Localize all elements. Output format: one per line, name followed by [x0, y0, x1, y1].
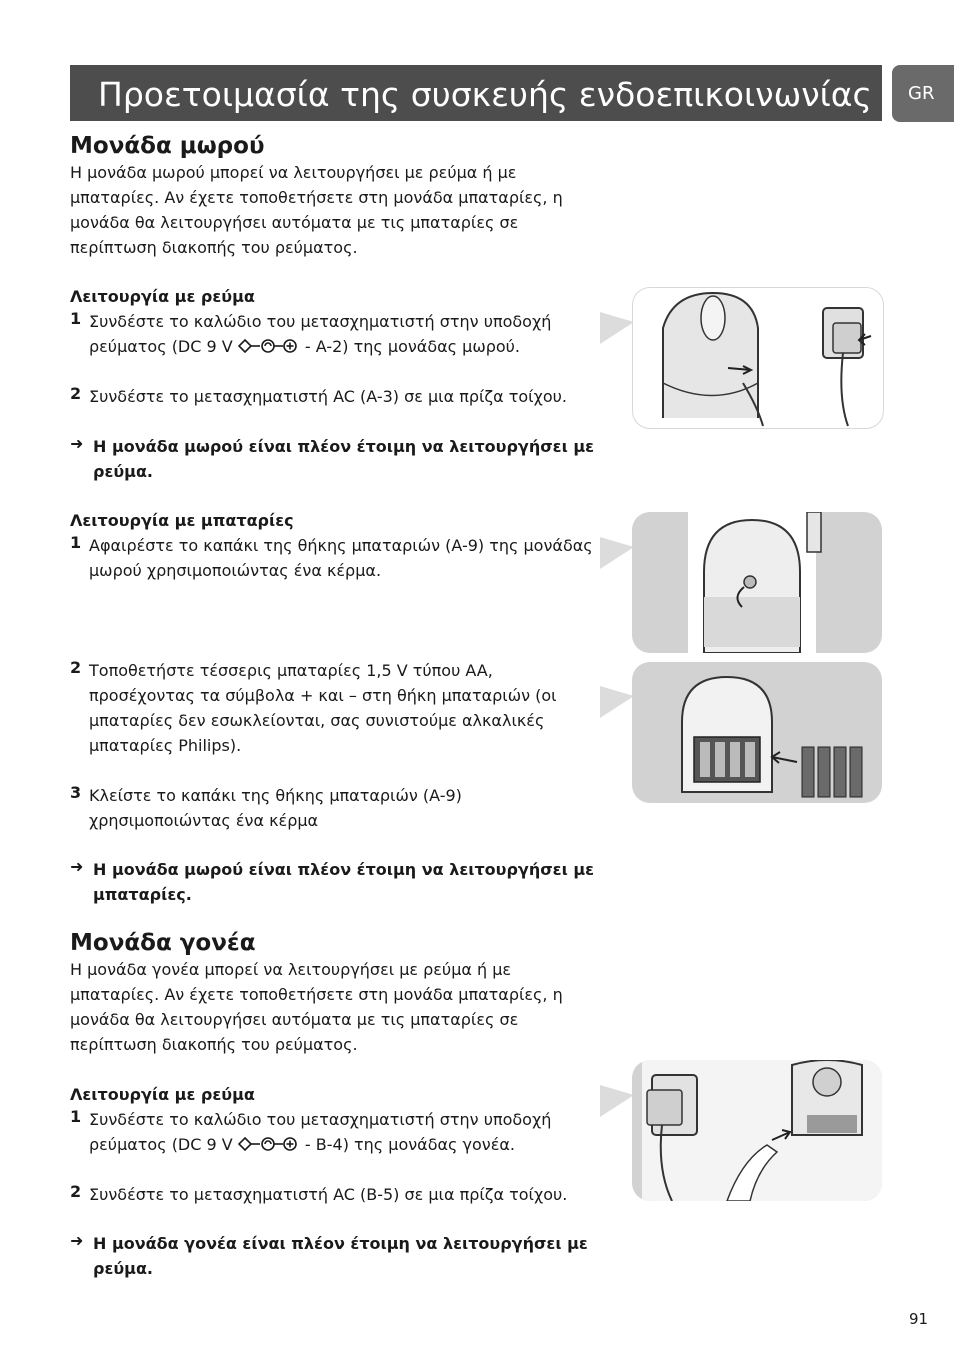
language-tab: GR — [892, 65, 954, 122]
baby-unit-heading: Μονάδα μωρού — [70, 133, 265, 159]
parent-mains-step-1 — [70, 1107, 615, 1159]
step-text — [89, 1132, 615, 1159]
step-number: 1 — [70, 1107, 82, 1126]
step-text: Τοποθετήστε τέσσερις μπαταρίες 1,5 V τύπου AA, — [89, 661, 493, 680]
baby-battery-step-2-block — [70, 658, 615, 758]
step-text: Κλείστε το καπάκι της θήκης μπαταριών (A-9) — [89, 786, 462, 805]
step-text: χρησιμοποιώντας ένα κέρμα — [89, 811, 319, 830]
parent-mains-subheading: Λειτουργία με ρεύμα — [70, 1085, 255, 1104]
parent-mains-result — [70, 1231, 615, 1281]
step-number: 1 — [70, 309, 82, 328]
step-text-part: - A-2) της μονάδας μωρού. — [299, 337, 521, 356]
parent-adapter-drawing — [632, 1060, 882, 1201]
step-number: 3 — [70, 783, 82, 802]
battery-insertion-drawing — [632, 662, 882, 803]
parent-mains-step-2-block — [70, 1182, 615, 1207]
step-text-part: - B-4) της μονάδας γονέα. — [299, 1135, 516, 1154]
result-text: ρεύμα. — [93, 462, 154, 481]
result-arrow-icon: ➜ — [70, 434, 84, 453]
parent-unit-section — [70, 929, 615, 1057]
step-text: Αφαιρέστε το καπάκι της θήκης μπαταριών (A-9) της μονάδας — [89, 536, 593, 555]
baby-unit-intro-line: μονάδα θα λειτουργήσει αυτόματα με τις μπαταρίες σε — [70, 213, 519, 232]
dc-polarity-icon — [238, 1134, 300, 1159]
baby-mains-step-2 — [70, 384, 615, 409]
step-text: Συνδέστε το καλώδιο του μετασχηματιστή στην υποδοχή — [89, 1110, 552, 1129]
baby-battery-result — [70, 857, 615, 907]
step-text: μωρού χρησιμοποιώντας ένα κέρμα. — [89, 561, 382, 580]
page-number: 91 — [909, 1310, 929, 1328]
result-text: Η μονάδα μωρού είναι πλέον έτοιμη να λειτουργήσει με — [93, 437, 595, 456]
baby-unit-intro-line: Η μονάδα μωρού μπορεί να λειτουργήσει με ρεύμα ή με — [70, 163, 517, 182]
battery-cover-removal-illustration — [632, 512, 882, 653]
step-text-part: ρεύματος (DC 9 V — [89, 1135, 233, 1154]
baby-battery-step-1 — [70, 533, 615, 583]
result-note — [70, 434, 615, 484]
parent-mains-step-2 — [70, 1182, 615, 1207]
baby-battery-section — [70, 508, 615, 583]
baby-mains-section — [70, 284, 615, 361]
step-text: Συνδέστε το καλώδιο του μετασχηματιστή στην υποδοχή — [89, 312, 552, 331]
baby-battery-subheading: Λειτουργία με μπαταρίες — [70, 511, 294, 530]
baby-unit-mains-illustration — [632, 287, 884, 429]
step-text-part: ρεύματος (DC 9 V — [89, 337, 233, 356]
step-text — [89, 334, 615, 361]
step-number: 2 — [70, 1182, 82, 1201]
figure-pointer — [600, 537, 634, 569]
step-text: Συνδέστε το μετασχηματιστή AC (A-3) σε μια πρίζα τοίχου. — [89, 387, 567, 406]
step-number: 2 — [70, 658, 82, 677]
result-text: Η μονάδα γονέα είναι πλέον έτοιμη να λειτουργήσει με — [93, 1234, 588, 1253]
battery-cover-drawing — [632, 512, 882, 653]
step-text: μπαταρίες δεν εσωκλείονται, σας συνιστούμε αλκαλικές — [89, 711, 545, 730]
step-number: 2 — [70, 384, 82, 403]
dc-polarity-icon — [238, 336, 300, 361]
parent-unit-intro-line: περίπτωση διακοπής του ρεύματος. — [70, 1035, 358, 1054]
figure-pointer — [600, 1085, 634, 1117]
baby-unit-section — [70, 132, 615, 260]
result-text: μπαταρίες. — [93, 885, 192, 904]
baby-mains-subheading: Λειτουργία με ρεύμα — [70, 287, 255, 306]
parent-unit-intro-line: μονάδα θα λειτουργήσει αυτόματα με τις μπαταρίες σε — [70, 1010, 519, 1029]
step-number: 1 — [70, 533, 82, 552]
adapter-connection-drawing — [633, 288, 883, 428]
baby-unit-intro-line: μπαταρίες. Αν έχετε τοποθετήσετε στη μονάδα μπαταρίες, η — [70, 188, 563, 207]
title-bar — [70, 65, 882, 121]
baby-battery-step-3-block — [70, 783, 615, 833]
baby-mains-result — [70, 434, 615, 484]
result-text: ρεύμα. — [93, 1259, 154, 1278]
result-note — [70, 1231, 615, 1281]
step-text: προσέχοντας τα σύμβολα + και – στη θήκη μπαταριών (οι — [89, 686, 557, 705]
figure-pointer — [600, 686, 634, 718]
result-arrow-icon: ➜ — [70, 1231, 84, 1250]
baby-battery-step-2 — [70, 658, 615, 758]
parent-unit-mains-illustration — [632, 1060, 882, 1201]
baby-battery-step-3 — [70, 783, 615, 833]
parent-mains-section — [70, 1082, 615, 1159]
parent-unit-intro-line: Η μονάδα γονέα μπορεί να λειτουργήσει με ρεύμα ή με — [70, 960, 512, 979]
step-text: Συνδέστε το μετασχηματιστή AC (B-5) σε μια πρίζα τοίχου. — [89, 1185, 568, 1204]
parent-unit-heading: Μονάδα γονέα — [70, 930, 256, 956]
battery-insertion-illustration — [632, 662, 882, 803]
result-note — [70, 857, 615, 907]
baby-unit-intro-line: περίπτωση διακοπής του ρεύματος. — [70, 238, 358, 257]
result-arrow-icon: ➜ — [70, 857, 84, 876]
parent-unit-intro-line: μπαταρίες. Αν έχετε τοποθετήσετε στη μονάδα μπαταρίες, η — [70, 985, 563, 1004]
baby-mains-step-1 — [70, 309, 615, 361]
baby-mains-step-2-block — [70, 384, 615, 409]
step-text: μπαταρίες Philips). — [89, 736, 242, 755]
result-text: Η μονάδα μωρού είναι πλέον έτοιμη να λειτουργήσει με — [93, 860, 595, 879]
figure-pointer — [600, 312, 634, 344]
page-title: Προετοιμασία της συσκευής ενδοεπικοινωνίας — [98, 75, 872, 114]
